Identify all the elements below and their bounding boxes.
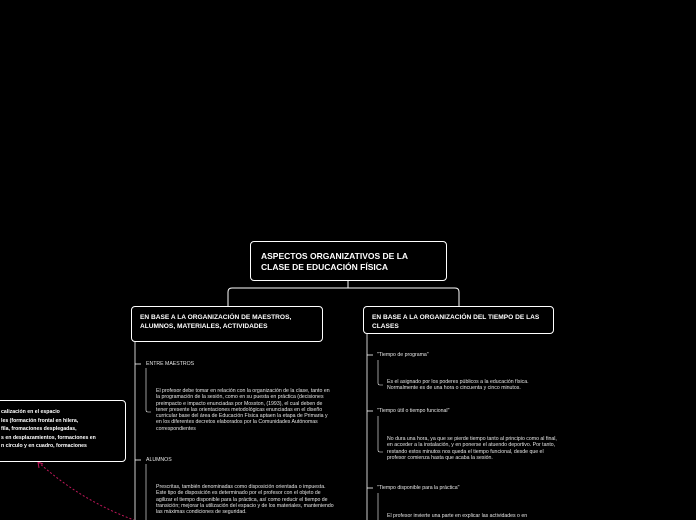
subtopic-label-tiempo-disponible[interactable]: "Tiempo disponible para la práctica" bbox=[377, 485, 460, 491]
subtopic-label-alumnos[interactable]: ALUMNOS bbox=[146, 457, 172, 463]
branch-organizacion-tiempo[interactable] bbox=[363, 306, 554, 334]
right-bracket-1 bbox=[378, 360, 383, 385]
side-node-line: les (formación frontal en hilera, bbox=[1, 417, 79, 424]
branch-organizacion-maestros[interactable] bbox=[131, 306, 323, 342]
side-node-line: n circulo y en cuadro, formaciones bbox=[1, 443, 87, 450]
branch-title: EN BASE A LA ORGANIZACIÓN DE MAESTROS, ALUMNOS, MATERIALES, ACTIVIDADES bbox=[140, 314, 292, 330]
subtopic-text-tiempo-disponible[interactable]: El profesor invierte una parte en explicar las actividades o en bbox=[387, 513, 528, 519]
right-bracket-2 bbox=[378, 416, 383, 452]
root-connector bbox=[228, 281, 459, 306]
subtopic-label-tiempo-programa[interactable]: "Tiempo de programa" bbox=[377, 352, 429, 358]
left-bracket-1 bbox=[146, 368, 151, 412]
side-node-line: fila, fromaciones desplegadas, bbox=[1, 426, 77, 433]
subtopic-label-maestros[interactable]: ENTRE MAESTROS bbox=[146, 361, 195, 367]
central-topic-title: ASPECTOS ORGANIZATIVOS DE LA CLASE DE EDUCACIÓN FÍSICA bbox=[261, 251, 408, 272]
side-node-formaciones[interactable] bbox=[0, 400, 126, 462]
subtopic-label-tiempo-util[interactable]: "Tiempo útil o tiempo funcional" bbox=[377, 408, 450, 414]
branch-title: EN BASE A LA ORGANIZACIÓN DEL TIEMPO DE LAS CLASES bbox=[372, 314, 540, 330]
relationship-line bbox=[38, 462, 134, 520]
subtopic-text-tiempo-util[interactable]: No dura una hora, ya que se pierde tiempo tanto al principio como al final, en acceder a la instalación, y en ponerse el atuendo deportivo. Por tanto, restando estos minutos nos queda el tiempo funcional, desde que el profesor comienza hasta que acaba la sesión. bbox=[387, 436, 557, 461]
side-node-line: calización en el espacio bbox=[1, 409, 60, 415]
subtopic-text-tiempo-programa[interactable]: Es el asignado por los poderes públicos a la educación física. Normalmente es de una hora o cincuenta y cinco minutos. bbox=[387, 379, 529, 392]
subtopic-text-maestros[interactable]: El profesor debe tomar en relación con la organización de la clase, tanto en la programación de la sesión, como en su puesta en práctica (decisiones preimpacto e impacto enunciadas por Mosston, (1993), el cual deben de tener presente las orientaciones metodológicas enunciadas en el diseño curricular base del área de Educación Física aptaen la etapa de Primaria y en los diferentes decretos elaborados por la Comunidades Autónomas correspondientes bbox=[156, 388, 330, 432]
central-topic[interactable] bbox=[250, 241, 447, 281]
subtopic-text-alumnos[interactable]: Prescritas, también denominadas como disposición orientada o impuesta. Este tipo de disposición es determinado por el profesor con el objeto de agilizar el tiempo disponible para la práctica, así como reducir el tiempo de transición; mejorar la utilización del espacio y de los materiales, manteniendo las máximas condiciones de seguridad. bbox=[156, 484, 334, 516]
side-node-line: s en desplazamientos, formaciones en bbox=[1, 434, 96, 441]
